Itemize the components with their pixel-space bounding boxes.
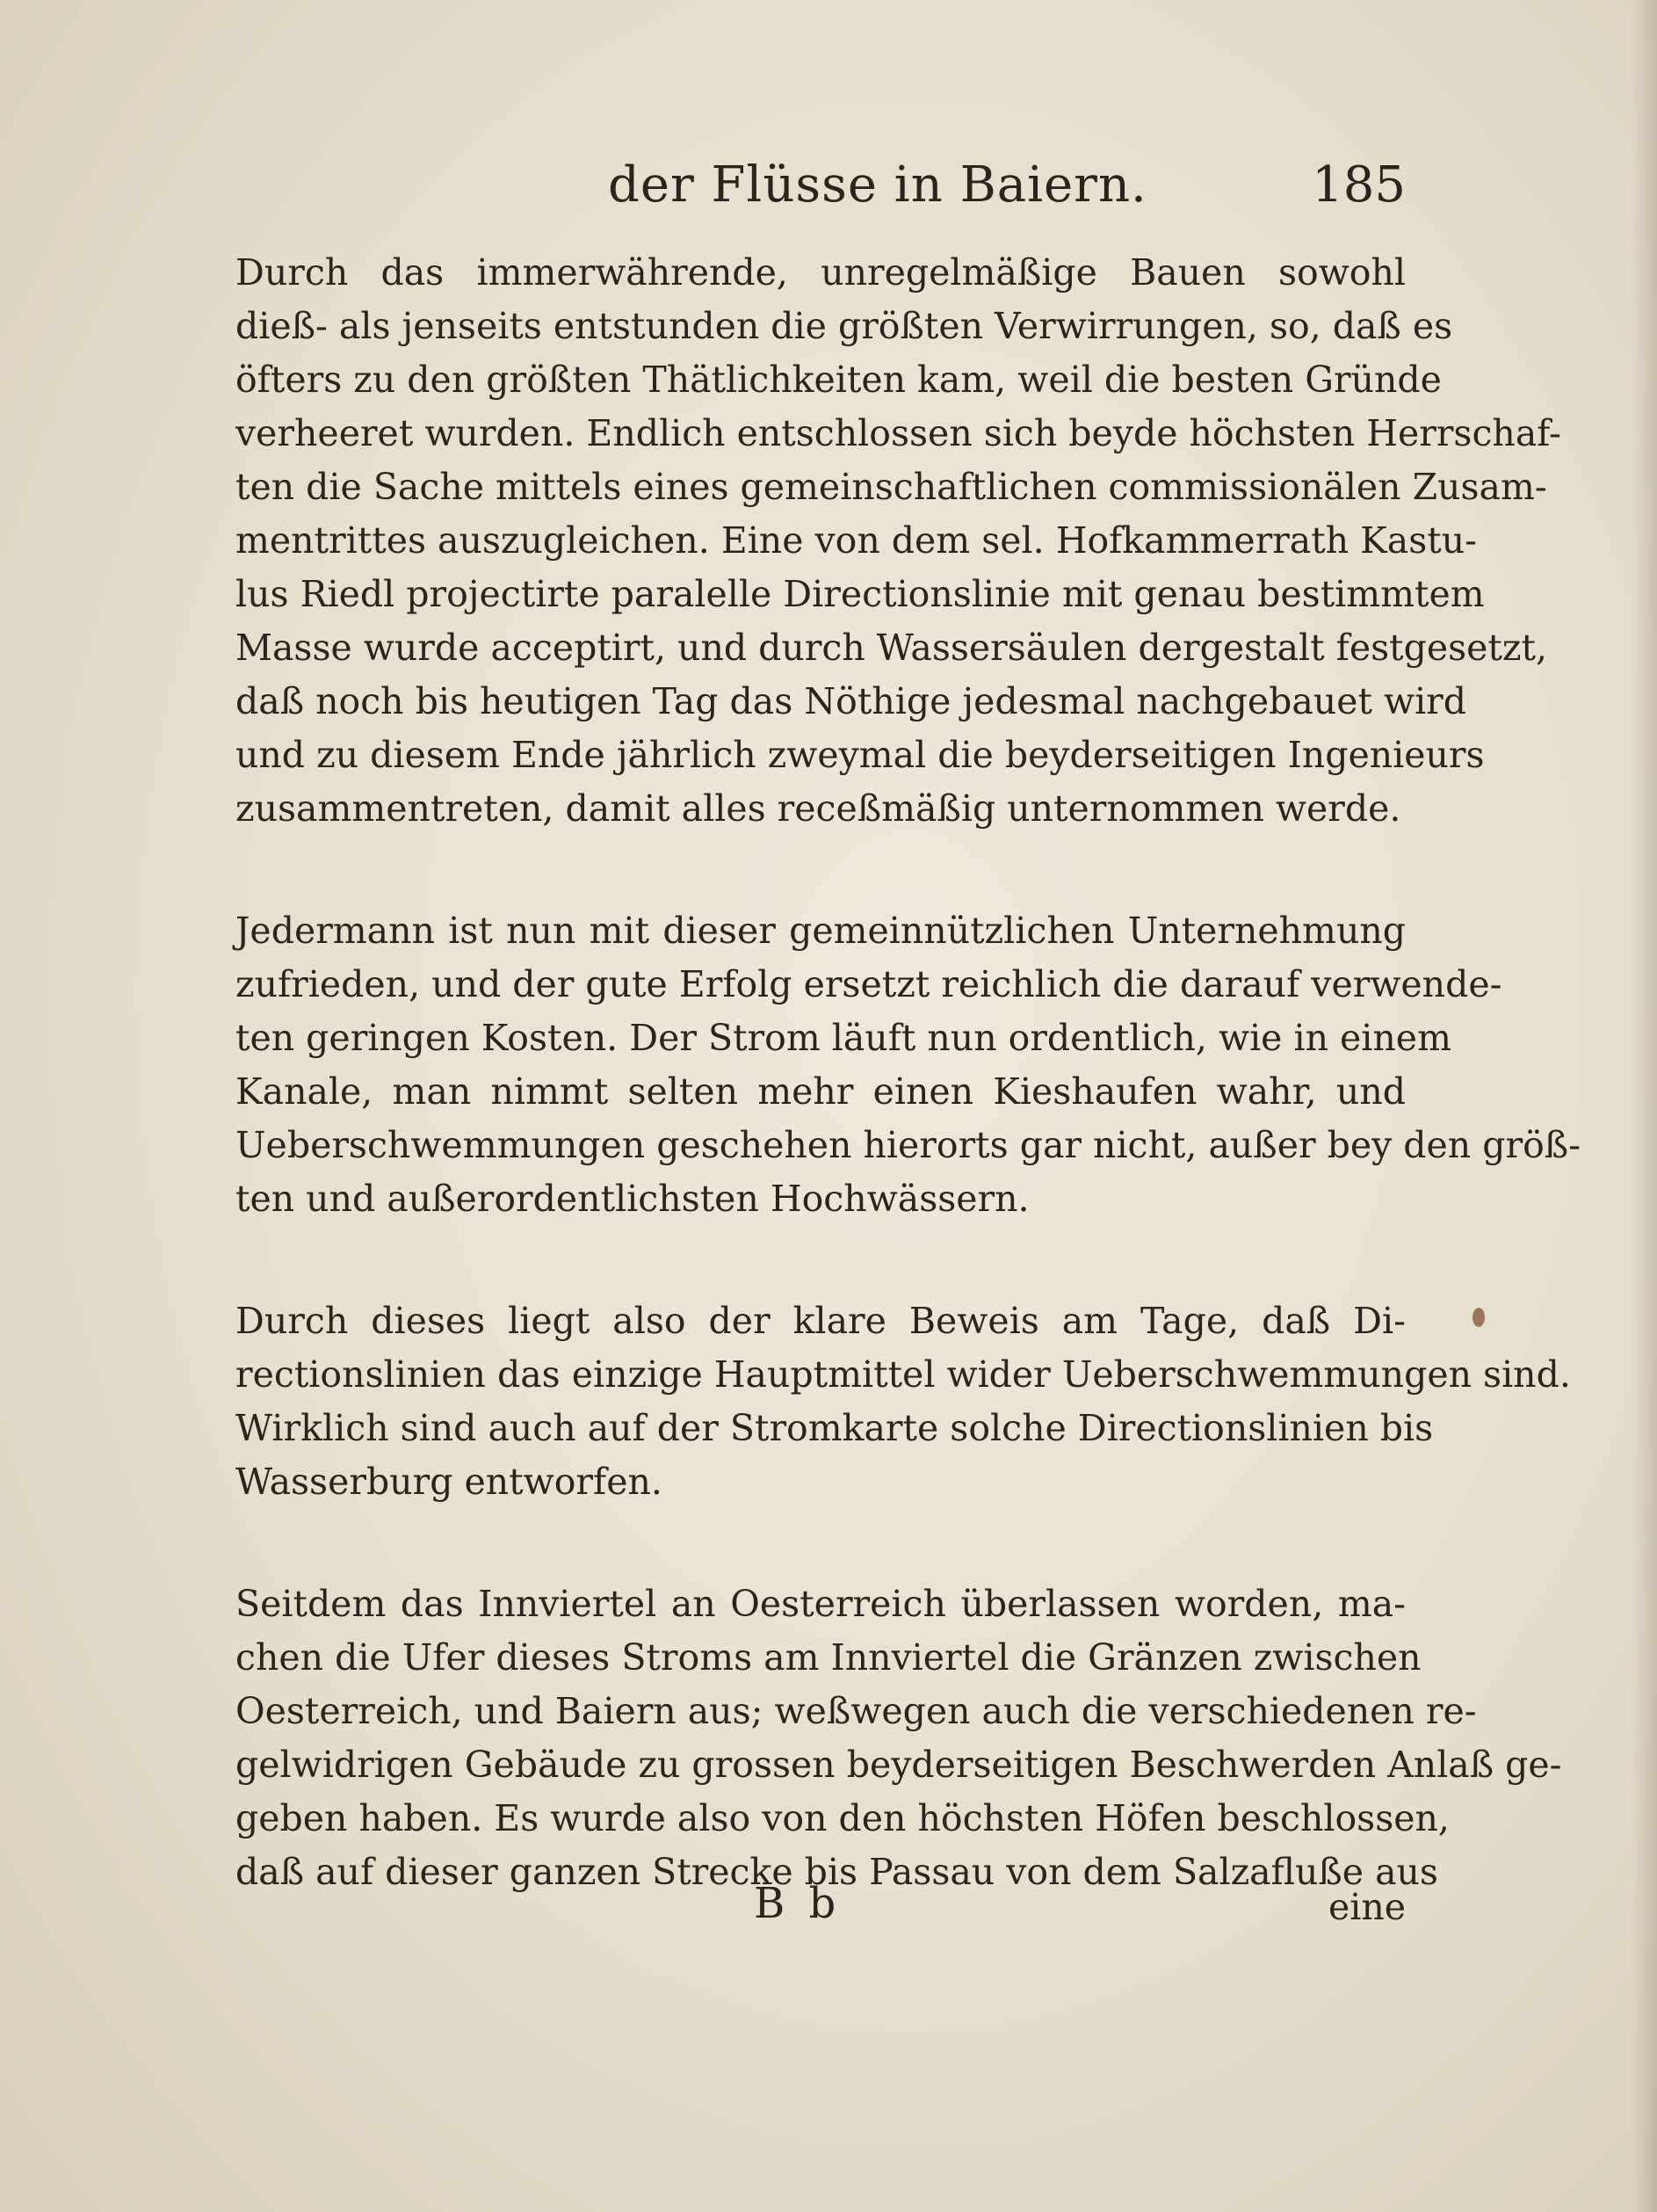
running-title: der Flüsse in Baiern. [608,156,1147,214]
text-line: daß noch bis heutigen Tag das Nöthige jedesmal nachgebauet wird [235,680,1467,722]
text-line: Seitdem das Innviertel an Oesterreich überlassen worden, ma- [235,1583,1406,1625]
text-line: Wasserburg entworfen. [235,1461,662,1503]
text-line: ten geringen Kosten. Der Strom läuft nun ordentlich, wie in einem [235,1017,1451,1059]
text-line: zusammentreten, damit alles receßmäßig unternommen werde. [235,787,1401,830]
text-line: daß auf dieser ganzen Strecke bis Passau von dem Salzafluße aus [235,1851,1438,1893]
paragraph-4 [235,1577,1562,1899]
text-line: rectionslinien das einzige Hauptmittel wider Ueberschwemmungen sind. [235,1353,1571,1396]
text-line: geben haben. Es wurde also von den höchsten Höfen beschlossen, [235,1797,1450,1839]
paragraph-1 [235,246,1561,836]
text-line: Ueberschwemmungen geschehen hierorts gar nicht, außer bey den größ- [235,1124,1581,1166]
text-line: Durch das immerwährende, unregelmäßige Bauen sowohl [235,251,1406,294]
paragraph-3 [235,1295,1571,1509]
text-line: chen die Ufer dieses Stroms am Innviertel die Gränzen zwischen [235,1636,1422,1679]
text-line: gelwidrigen Gebäude zu grossen beyderseitigen Beschwerden Anlaß ge- [235,1744,1562,1786]
text-line: verheeret wurden. Endlich entschlossen sich beyde höchsten Herrschaf- [235,412,1561,454]
paragraph-2 [235,904,1581,1226]
text-line: mentrittes auszugleichen. Eine von dem sel. Hofkammerrath Kastu- [235,519,1478,562]
page-header [230,156,1406,227]
text-line: Oesterreich, und Baiern aus; weßwegen auch die verschiedenen re- [235,1690,1477,1732]
catchword: eine [1328,1886,1406,1928]
text-line: ten und außerordentlichsten Hochwässern. [235,1178,1030,1220]
text-line: dieß- als jenseits entstunden die größten Verwirrungen, so, daß es [235,305,1453,347]
text-line: lus Riedl projectirte paralelle Directionslinie mit genau bestimmtem [235,573,1485,615]
ink-stain [1472,1308,1485,1327]
text-line: Masse wurde acceptirt, und durch Wassersäulen dergestalt festgesetzt, [235,627,1548,669]
text-line: Wirklich sind auch auf der Stromkarte solche Directionslinien bis [235,1407,1434,1449]
page-number: 185 [1312,156,1406,214]
text-line: zufrieden, und der gute Erfolg ersetzt reichlich die darauf verwende- [235,963,1502,1005]
signature-mark: B b [754,1879,842,1928]
text-line: Kanale, man nimmt selten mehr einen Kieshaufen wahr, und [235,1070,1406,1113]
text-line: öfters zu den größten Thätlichkeiten kam, weil die besten Gründe [235,359,1442,401]
text-line: Jedermann ist nun mit dieser gemeinnützlichen Unternehmung [235,910,1406,952]
text-line: und zu diesem Ende jährlich zweymal die beyderseitigen Ingenieurs [235,734,1485,776]
page-footer [235,1879,1406,1940]
text-line: ten die Sache mittels eines gemeinschaftlichen commissionälen Zusam- [235,466,1547,508]
body-text [235,246,1581,1968]
text-line: Durch dieses liegt also der klare Beweis am Tage, daß Di- [235,1300,1406,1342]
